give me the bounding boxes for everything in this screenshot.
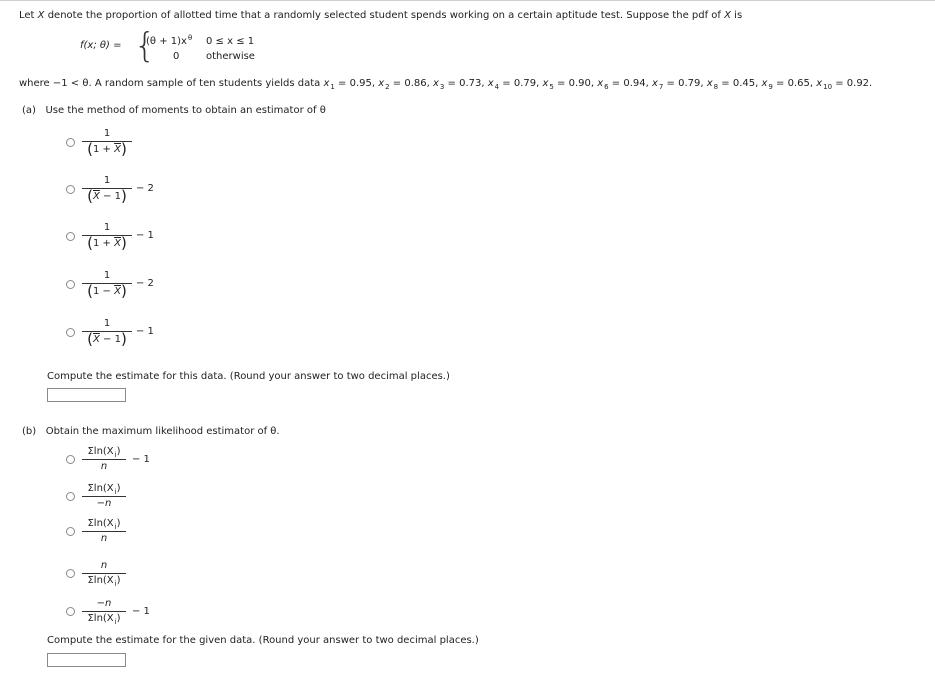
part-b-option-3-fraction	[82, 518, 126, 548]
fraction-numerator: 1	[103, 270, 111, 281]
sample-value-6: $x_6 = 0.94$,	[597, 78, 652, 91]
fraction-denominator: $(\overline{X} - 1)$	[87, 187, 127, 205]
fraction-numerator: $\Sigma\ln(X_i)$	[87, 518, 121, 531]
sample-value-5: $x_5 = 0.90$,	[542, 78, 598, 91]
part-a-option-3-radio[interactable]	[66, 232, 75, 241]
fraction-denominator: $(\overline{X} - 1)$	[87, 330, 127, 348]
part-b-option-2-fraction	[82, 483, 126, 513]
sample-value-9: $x_9 = 0.65$,	[761, 78, 817, 91]
top-border	[0, 0, 935, 1]
part-a-option-3-fraction	[82, 222, 132, 252]
pdf-case2-condition: otherwise	[206, 51, 255, 62]
pdf-case2-expr: 0	[173, 51, 180, 62]
fraction-numerator: 1	[103, 128, 111, 139]
part-a-option-3-tail: − 1	[136, 230, 154, 241]
part-b-option-1-fraction	[82, 446, 126, 476]
fraction-denominator: $(1 - \overline{X})$	[87, 282, 127, 300]
sample-value-10: $x_{10} = 0.92$.	[816, 78, 873, 91]
part-a-option-5-tail: − 1	[136, 326, 154, 337]
fraction-numerator: $\Sigma\ln(X_i)$	[87, 483, 121, 496]
part-b-option-5-radio[interactable]	[66, 607, 75, 616]
part-b-heading: (b) Obtain the maximum likelihood estimator of θ.	[22, 426, 280, 437]
part-b-compute-instruction: Compute the estimate for the given data. (Round your answer to two decimal places.)	[47, 635, 479, 646]
part-a-option-4-tail: − 2	[136, 278, 154, 289]
part-a-option-2-tail: − 2	[136, 183, 154, 194]
sample-value-3: $x_3 = 0.73$,	[432, 78, 488, 91]
sample-value-7: $x_7 = 0.79$,	[651, 78, 707, 91]
fraction-denominator: $(1 + \overline{X})$	[87, 234, 127, 252]
part-b-option-5-tail: − 1	[132, 606, 150, 617]
sample-value-2: $x_2 = 0.86$,	[378, 78, 433, 91]
part-b-option-4-radio[interactable]	[66, 569, 75, 578]
fraction-numerator: $\Sigma\ln(X_i)$	[87, 446, 121, 459]
part-a-option-1-fraction	[82, 128, 132, 158]
sample-value-8: $x_8 = 0.45$,	[706, 78, 762, 91]
pdf-lhs: f(x; θ) =	[80, 40, 122, 51]
part-b-option-4-fraction	[82, 560, 126, 590]
fraction-denominator: −n	[96, 498, 112, 509]
fraction-numerator: 1	[103, 318, 111, 329]
fraction-denominator: $(1 + \overline{X})$	[87, 140, 127, 158]
pdf-case1-expr: $(\theta + 1)x^\theta$	[146, 34, 193, 47]
part-a-answer-input[interactable]	[47, 388, 126, 402]
part-a-option-1-radio[interactable]	[66, 138, 75, 147]
part-a-option-2-fraction	[82, 175, 132, 205]
part-b-option-5-fraction	[82, 598, 126, 628]
fraction-numerator: 1	[103, 175, 111, 186]
fraction-numerator: 1	[103, 222, 111, 233]
part-a-option-4-radio[interactable]	[66, 280, 75, 289]
pdf-brace: {	[134, 26, 156, 66]
sample-data-line: where −1 < θ. A random sample of ten students yields data $x_1 = 0.95$, $x_2 = 0.86$, $x_3 = 0.73$, $x_4 = 0.79$, $x_5 = 0.90$, $x_6 = 0.94$, $x_7 = 0.79$, $x_8 = 0.45$, $x_9 = 0.65$, $x_{10} = 0.92$.	[19, 78, 873, 91]
part-b-option-1-tail: − 1	[132, 454, 150, 465]
sample-value-4: $x_4 = 0.79$,	[487, 78, 543, 91]
problem-statement: Let X denote the proportion of allotted time that a randomly selected student spends working on a certain aptitude test. Suppose the pdf of X is	[19, 10, 743, 21]
part-a-option-5-fraction	[82, 318, 132, 348]
fraction-numerator: n	[100, 560, 108, 571]
part-a-option-2-radio[interactable]	[66, 185, 75, 194]
fraction-denominator: n	[100, 461, 108, 472]
part-b-option-2-radio[interactable]	[66, 492, 75, 501]
fraction-numerator: −n	[96, 598, 112, 609]
part-b-answer-input[interactable]	[47, 653, 126, 667]
part-a-option-5-radio[interactable]	[66, 328, 75, 337]
part-a-option-4-fraction	[82, 270, 132, 300]
part-b-option-1-radio[interactable]	[66, 455, 75, 464]
pdf-case1-condition: 0 ≤ x ≤ 1	[206, 36, 255, 47]
fraction-denominator: $\Sigma\ln(X_i)$	[87, 575, 121, 588]
fraction-denominator: $\Sigma\ln(X_i)$	[87, 613, 121, 626]
sample-value-1: $x_1 = 0.95$,	[323, 78, 379, 91]
part-a-heading: (a) Use the method of moments to obtain an estimator of θ	[22, 105, 326, 116]
part-b-option-3-radio[interactable]	[66, 527, 75, 536]
sample-values	[323, 78, 872, 89]
part-a-compute-instruction: Compute the estimate for this data. (Round your answer to two decimal places.)	[47, 371, 450, 382]
fraction-denominator: n	[100, 533, 108, 544]
